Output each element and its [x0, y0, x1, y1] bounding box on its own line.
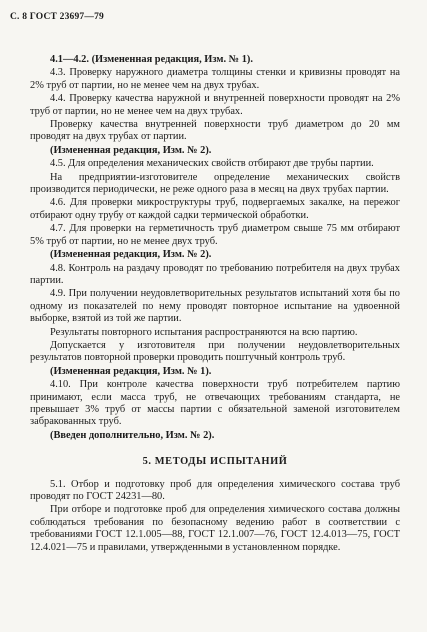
paragraph: 4.8. Контроль на раздачу проводят по требованию потребителя на двух трубах партии. [30, 262, 400, 286]
paragraph: Результаты повторного испытания распространяются на всю партию. [50, 326, 358, 338]
clauses-section-4 [30, 54, 400, 442]
paragraph: При отборе и подготовке проб для определения химического состава должны соблюдаться требования по безопасному ведению работ в соответствии с требованиями ГОСТ 12.1.005—88, ГОСТ 12.1.007—76, ГОСТ 12.4.013—75, ГОСТ 12.4.021—75 и правилами, утвержденными в установленном порядке. [30, 504, 400, 553]
section-title: 5. МЕТОДЫ ИСПЫТАНИЙ [142, 456, 288, 468]
paragraph: 4.4. Проверку качества наружной и внутренней поверхности проводят на 2% труб от партии, но не менее чем на двух трубах. [30, 93, 400, 117]
paragraph: 4.7. Для проверки на герметичность труб диаметром свыше 75 мм отбирают 5% труб от партии, но не менее двух труб. [30, 223, 400, 247]
paragraph: Проверку качества внутренней поверхности труб диаметром до 20 мм проводят на двух трубах от партии. [30, 119, 400, 143]
document-body [30, 54, 400, 555]
paragraph: 4.6. Для проверки микроструктуры труб, подвергаемых закалке, на пережог отбирают одну трубу от каждой садки термической обработки. [30, 197, 400, 221]
clauses-section-5 [30, 479, 400, 554]
amendment-note: (Измененная редакция, Изм. № 1). [50, 365, 212, 377]
paragraph: 4.9. При получении неудовлетворительных результатов испытаний хотя бы по одному из показателей по нему проводят повторное испытание на удвоенной выборке, взятой из той же партии. [30, 288, 400, 325]
paragraph: На предприятии-изготовителе определение механических свойств производится периодически, не реже одного раза в месяц на двух трубах партии. [30, 171, 400, 196]
paragraph: 5.1. Отбор и подготовку проб для определения химического состава труб проводят по ГОСТ 24231—80. [30, 478, 400, 502]
paragraph: 4.5. Для определения механических свойств отбирают две трубы партии. [50, 158, 374, 170]
page-header: С. 8 ГОСТ 23697—79 [10, 12, 104, 22]
paragraph: 4.10. При контроле качества поверхности труб потребителем партию принимают, если масса труб, не отвечающих требованиям стандарта, не превышает 3% труб от массы партии с обязательной заменой изготовителем забракованных труб. [30, 379, 400, 428]
amendment-note: 4.1—4.2. (Измененная редакция, Изм. № 1). [50, 54, 253, 65]
amendment-note: (Измененная редакция, Изм. № 2). [50, 249, 212, 261]
paragraph: Допускается у изготовителя при получении неудовлетворительных результатов повторной проверки проводить поштучный контроль труб. [30, 339, 400, 364]
amendment-note: (Введен дополнительно, Изм. № 2). [50, 429, 215, 441]
amendment-note: (Измененная редакция, Изм. № 2). [50, 144, 212, 156]
paragraph: 4.3. Проверку наружного диаметра толщины стенки и кривизны проводят на 2% труб от партии, но не менее чем на двух трубах. [30, 67, 400, 91]
